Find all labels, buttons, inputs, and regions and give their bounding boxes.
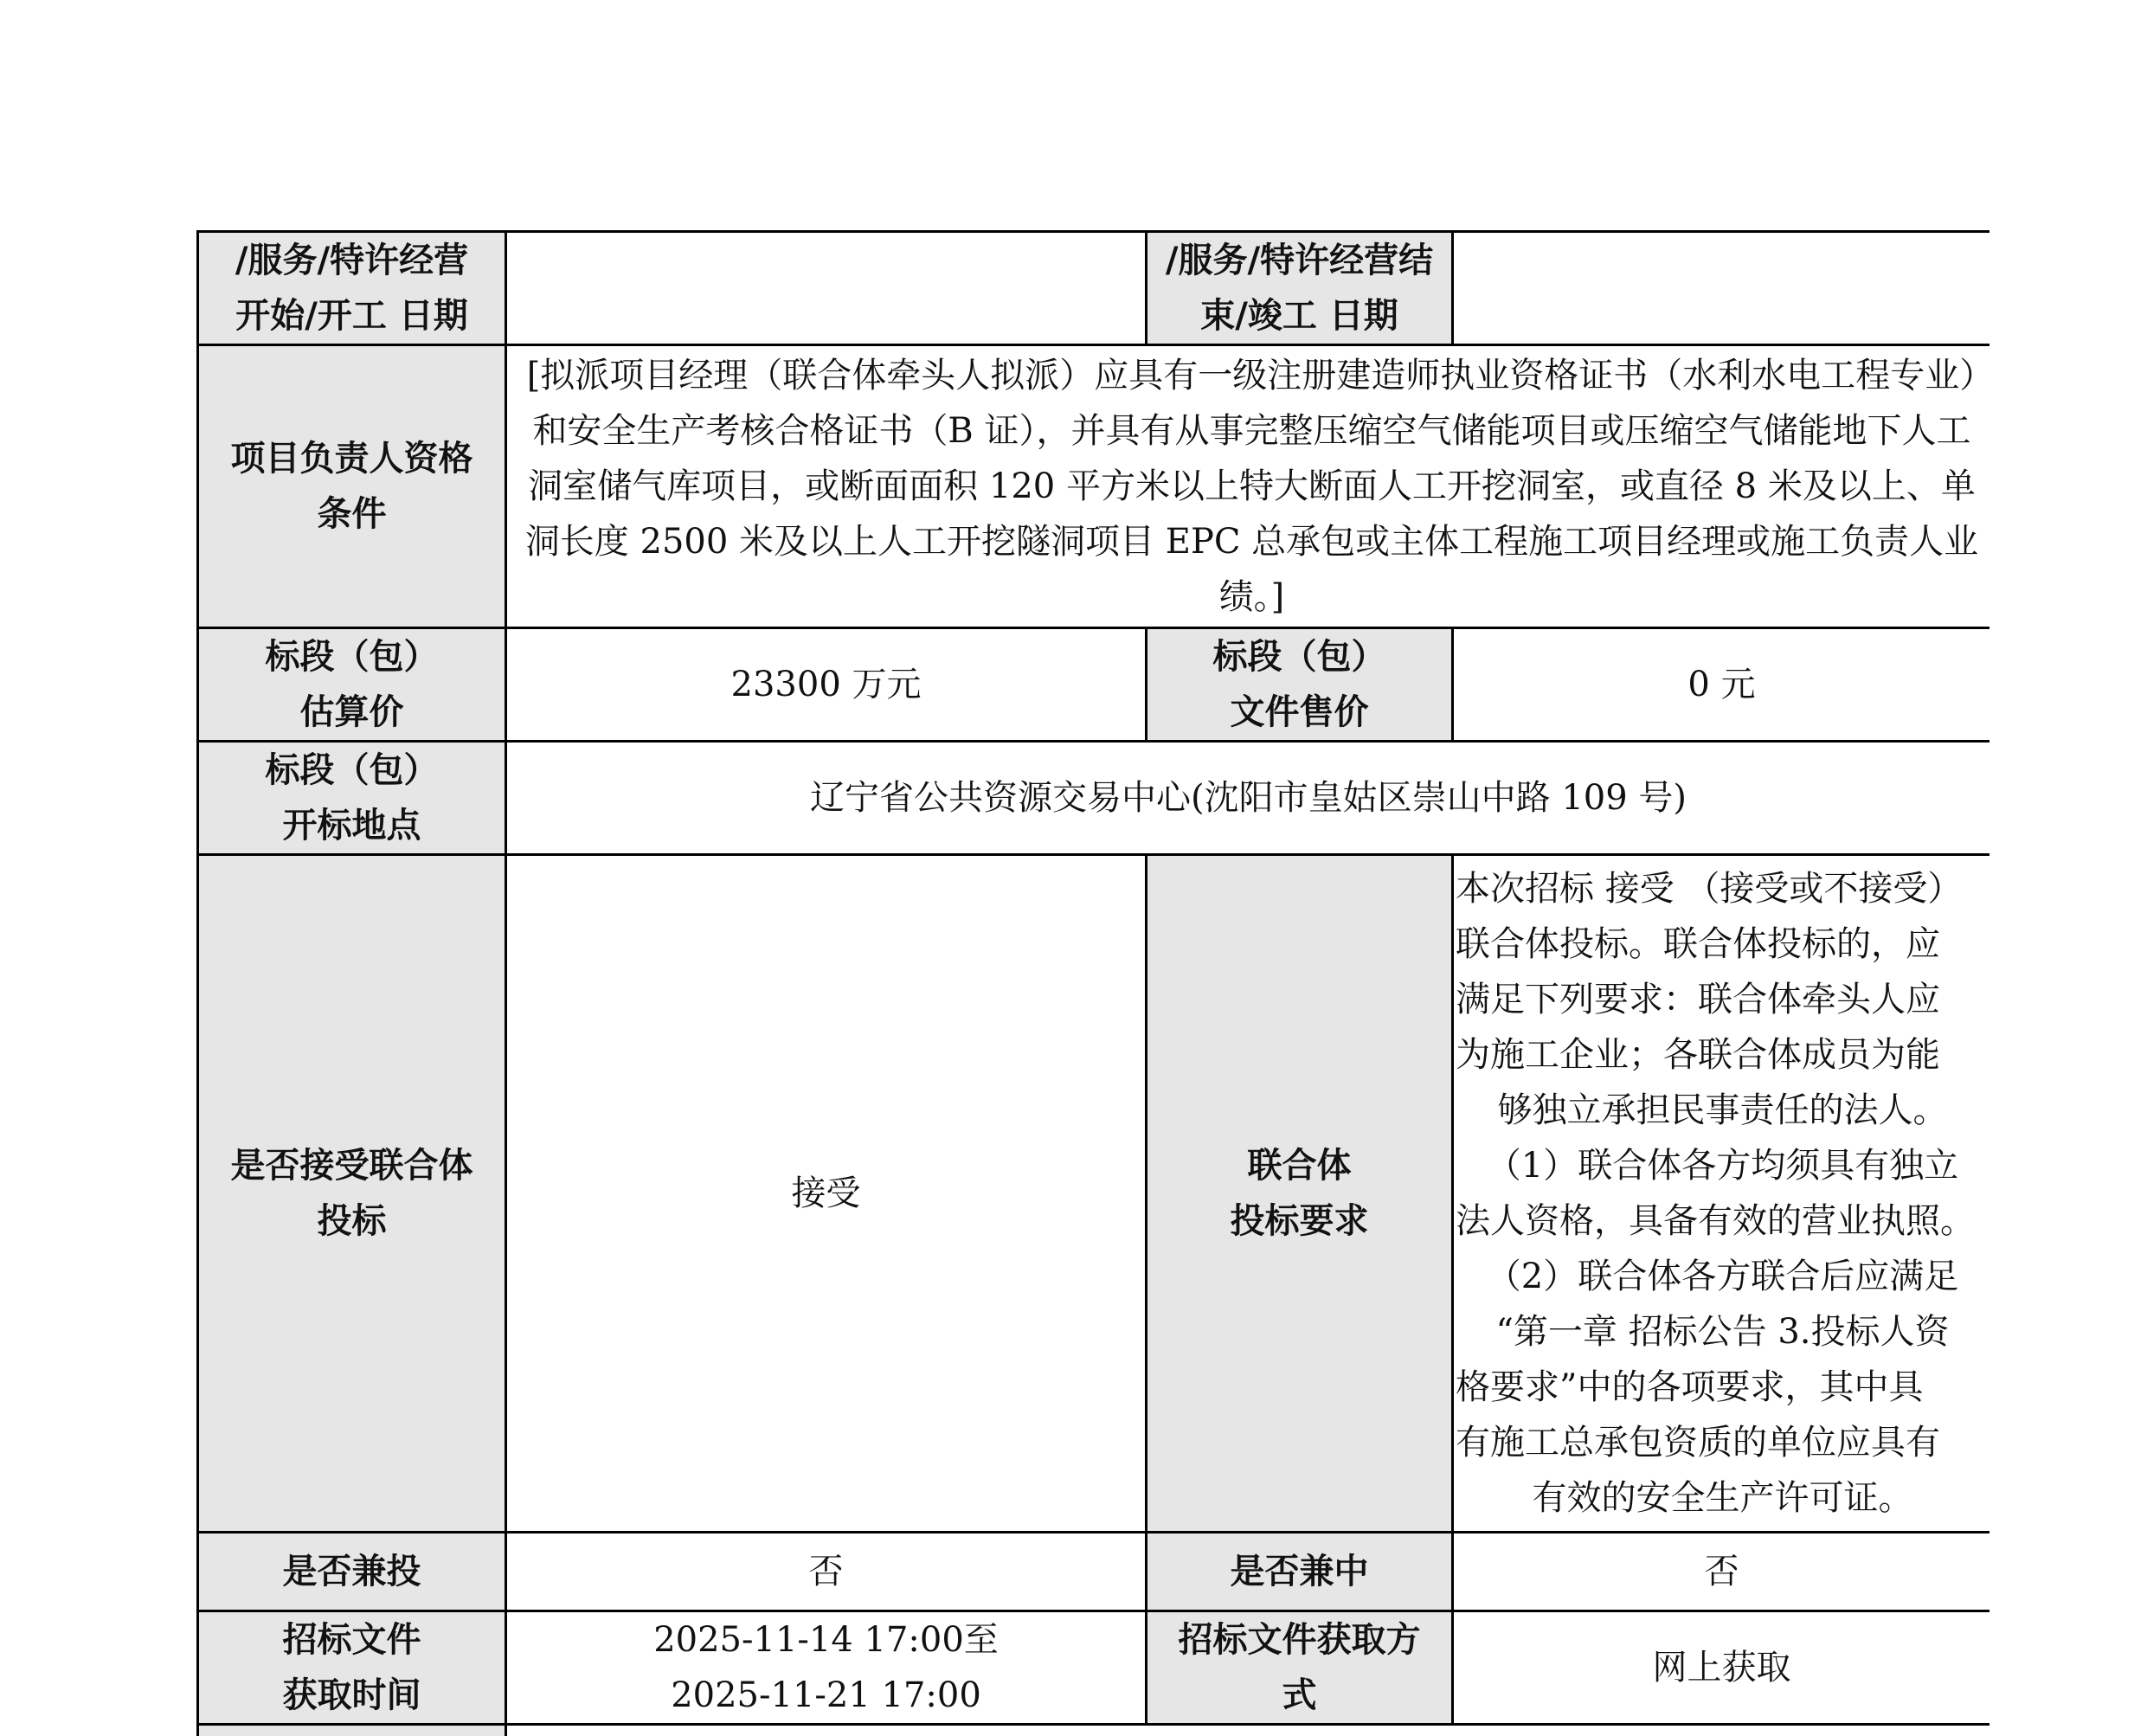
consortium-req-line: “第一章 招标公告 3.投标人资 (1495, 1312, 1950, 1352)
document-fee-label (1147, 628, 1453, 742)
concurrent-bid-value: 否 (506, 1533, 1147, 1611)
consortium-req-line: 格要求”中的各项要求，其中具 (1456, 1367, 1924, 1407)
document-time-value-line1: 2025-11-14 17:00至 (653, 1620, 999, 1660)
document-fee-label-line2: 文件售价 (1230, 692, 1369, 732)
tender-info-sheet (196, 230, 1990, 1736)
document-time-value (506, 1611, 1147, 1725)
consortium-requirement-label-line1: 联合体 (1247, 1146, 1352, 1186)
opening-location-label (198, 742, 506, 855)
consortium-req-line: 法人资格，具备有效的营业执照。 (1456, 1201, 1975, 1241)
consortium-req-line: 够独立承担民事责任的法人。 (1497, 1090, 1948, 1130)
table-row-concurrent (198, 1533, 1990, 1611)
opening-location-label-line2: 开标地点 (282, 806, 421, 845)
table-row-price (198, 628, 1990, 742)
start-date-label-line1: /服务/特许经营 (235, 241, 469, 280)
table-row-manager (198, 345, 1990, 628)
table-row-documents (198, 1611, 1990, 1725)
manager-qualification-value: [拟派项目经理（联合体牵头人拟派）应具有一级注册建造师执业资格证书（水利水电工程专业）和安全生产考核合格证书（B 证），并具有从事完整压缩空气储能项目或压缩空气储能地下人工洞室储气库项目，或断面面积 120 平方米以上特大断面人工开挖洞室，或直径 8 米及以上、单洞长度 2500 米及以上人工开挖隧洞项目 EPC 总承包或主体工程施工项目经理或施工负责人业绩。] (506, 345, 1990, 628)
consortium-req-line: 有施工总承包资质的单位应具有 (1456, 1423, 1940, 1463)
manager-qualification-label-line2: 条件 (317, 494, 387, 534)
estimate-price-label-line2: 估算价 (299, 692, 404, 732)
document-fee-value: 0 元 (1453, 628, 1990, 742)
consortium-req-line: 本次招标 接受 （接受或不接受） (1456, 869, 1963, 909)
document-method-value: 网上获取 (1453, 1611, 1990, 1725)
concurrent-win-value: 否 (1453, 1533, 1990, 1611)
estimate-price-value: 23300 万元 (506, 628, 1147, 742)
end-date-value (1453, 232, 1990, 345)
document-time-label (198, 1611, 506, 1725)
start-date-label-line2: 开始/开工 日期 (235, 296, 468, 336)
consortium-requirement-value (1453, 855, 1990, 1533)
document-fee-label-line1: 标段（包） (1212, 637, 1386, 677)
consortium-req-line: （2）联合体各方联合后应满足 (1486, 1257, 1959, 1296)
concurrent-win-label: 是否兼中 (1147, 1533, 1453, 1611)
document-method-label-line2: 式 (1282, 1675, 1317, 1715)
consortium-requirement-label-line2: 投标要求 (1230, 1201, 1369, 1241)
next-row-value (506, 1725, 1990, 1736)
table-row-dates (198, 232, 1990, 345)
opening-location-label-line1: 标段（包） (265, 750, 439, 790)
estimate-price-label (198, 628, 506, 742)
table-row-location (198, 742, 1990, 855)
end-date-label (1147, 232, 1453, 345)
document-time-label-line1: 招标文件 (282, 1620, 421, 1660)
consortium-requirement-label (1147, 855, 1453, 1533)
end-date-label-line1: /服务/特许经营结 (1165, 241, 1434, 280)
end-date-label-line2: 束/竣工 日期 (1200, 296, 1398, 336)
consortium-req-line: 有效的安全生产许可证。 (1532, 1478, 1913, 1518)
table-row-next-partial (198, 1725, 1990, 1736)
consortium-req-line: 为施工企业；各联合体成员为能 (1456, 1035, 1940, 1075)
manager-qualification-label (198, 345, 506, 628)
concurrent-bid-label: 是否兼投 (198, 1533, 506, 1611)
start-date-value (506, 232, 1147, 345)
consortium-accept-label (198, 855, 506, 1533)
estimate-price-label-line1: 标段（包） (265, 637, 439, 677)
consortium-accept-value: 接受 (506, 855, 1147, 1533)
manager-qualification-label-line1: 项目负责人资格 (230, 439, 473, 479)
consortium-req-line: 联合体投标。联合体投标的，应 (1456, 924, 1940, 964)
consortium-req-line: 满足下列要求：联合体牵头人应 (1456, 980, 1940, 1019)
table-row-consortium (198, 855, 1990, 1533)
document-time-value-line2: 2025-11-21 17:00 (671, 1675, 981, 1715)
tender-info-table (196, 230, 1990, 1736)
consortium-accept-label-line2: 投标 (317, 1201, 387, 1241)
consortium-req-line: （1）联合体各方均须具有独立 (1486, 1146, 1959, 1186)
document-method-label (1147, 1611, 1453, 1725)
start-date-label (198, 232, 506, 345)
document-time-label-line2: 获取时间 (282, 1675, 421, 1715)
consortium-accept-label-line1: 是否接受联合体 (230, 1146, 473, 1186)
document-method-label-line1: 招标文件获取方 (1178, 1620, 1421, 1660)
opening-location-value: 辽宁省公共资源交易中心(沈阳市皇姑区崇山中路 109 号) (506, 742, 1990, 855)
next-row-label (198, 1725, 506, 1736)
